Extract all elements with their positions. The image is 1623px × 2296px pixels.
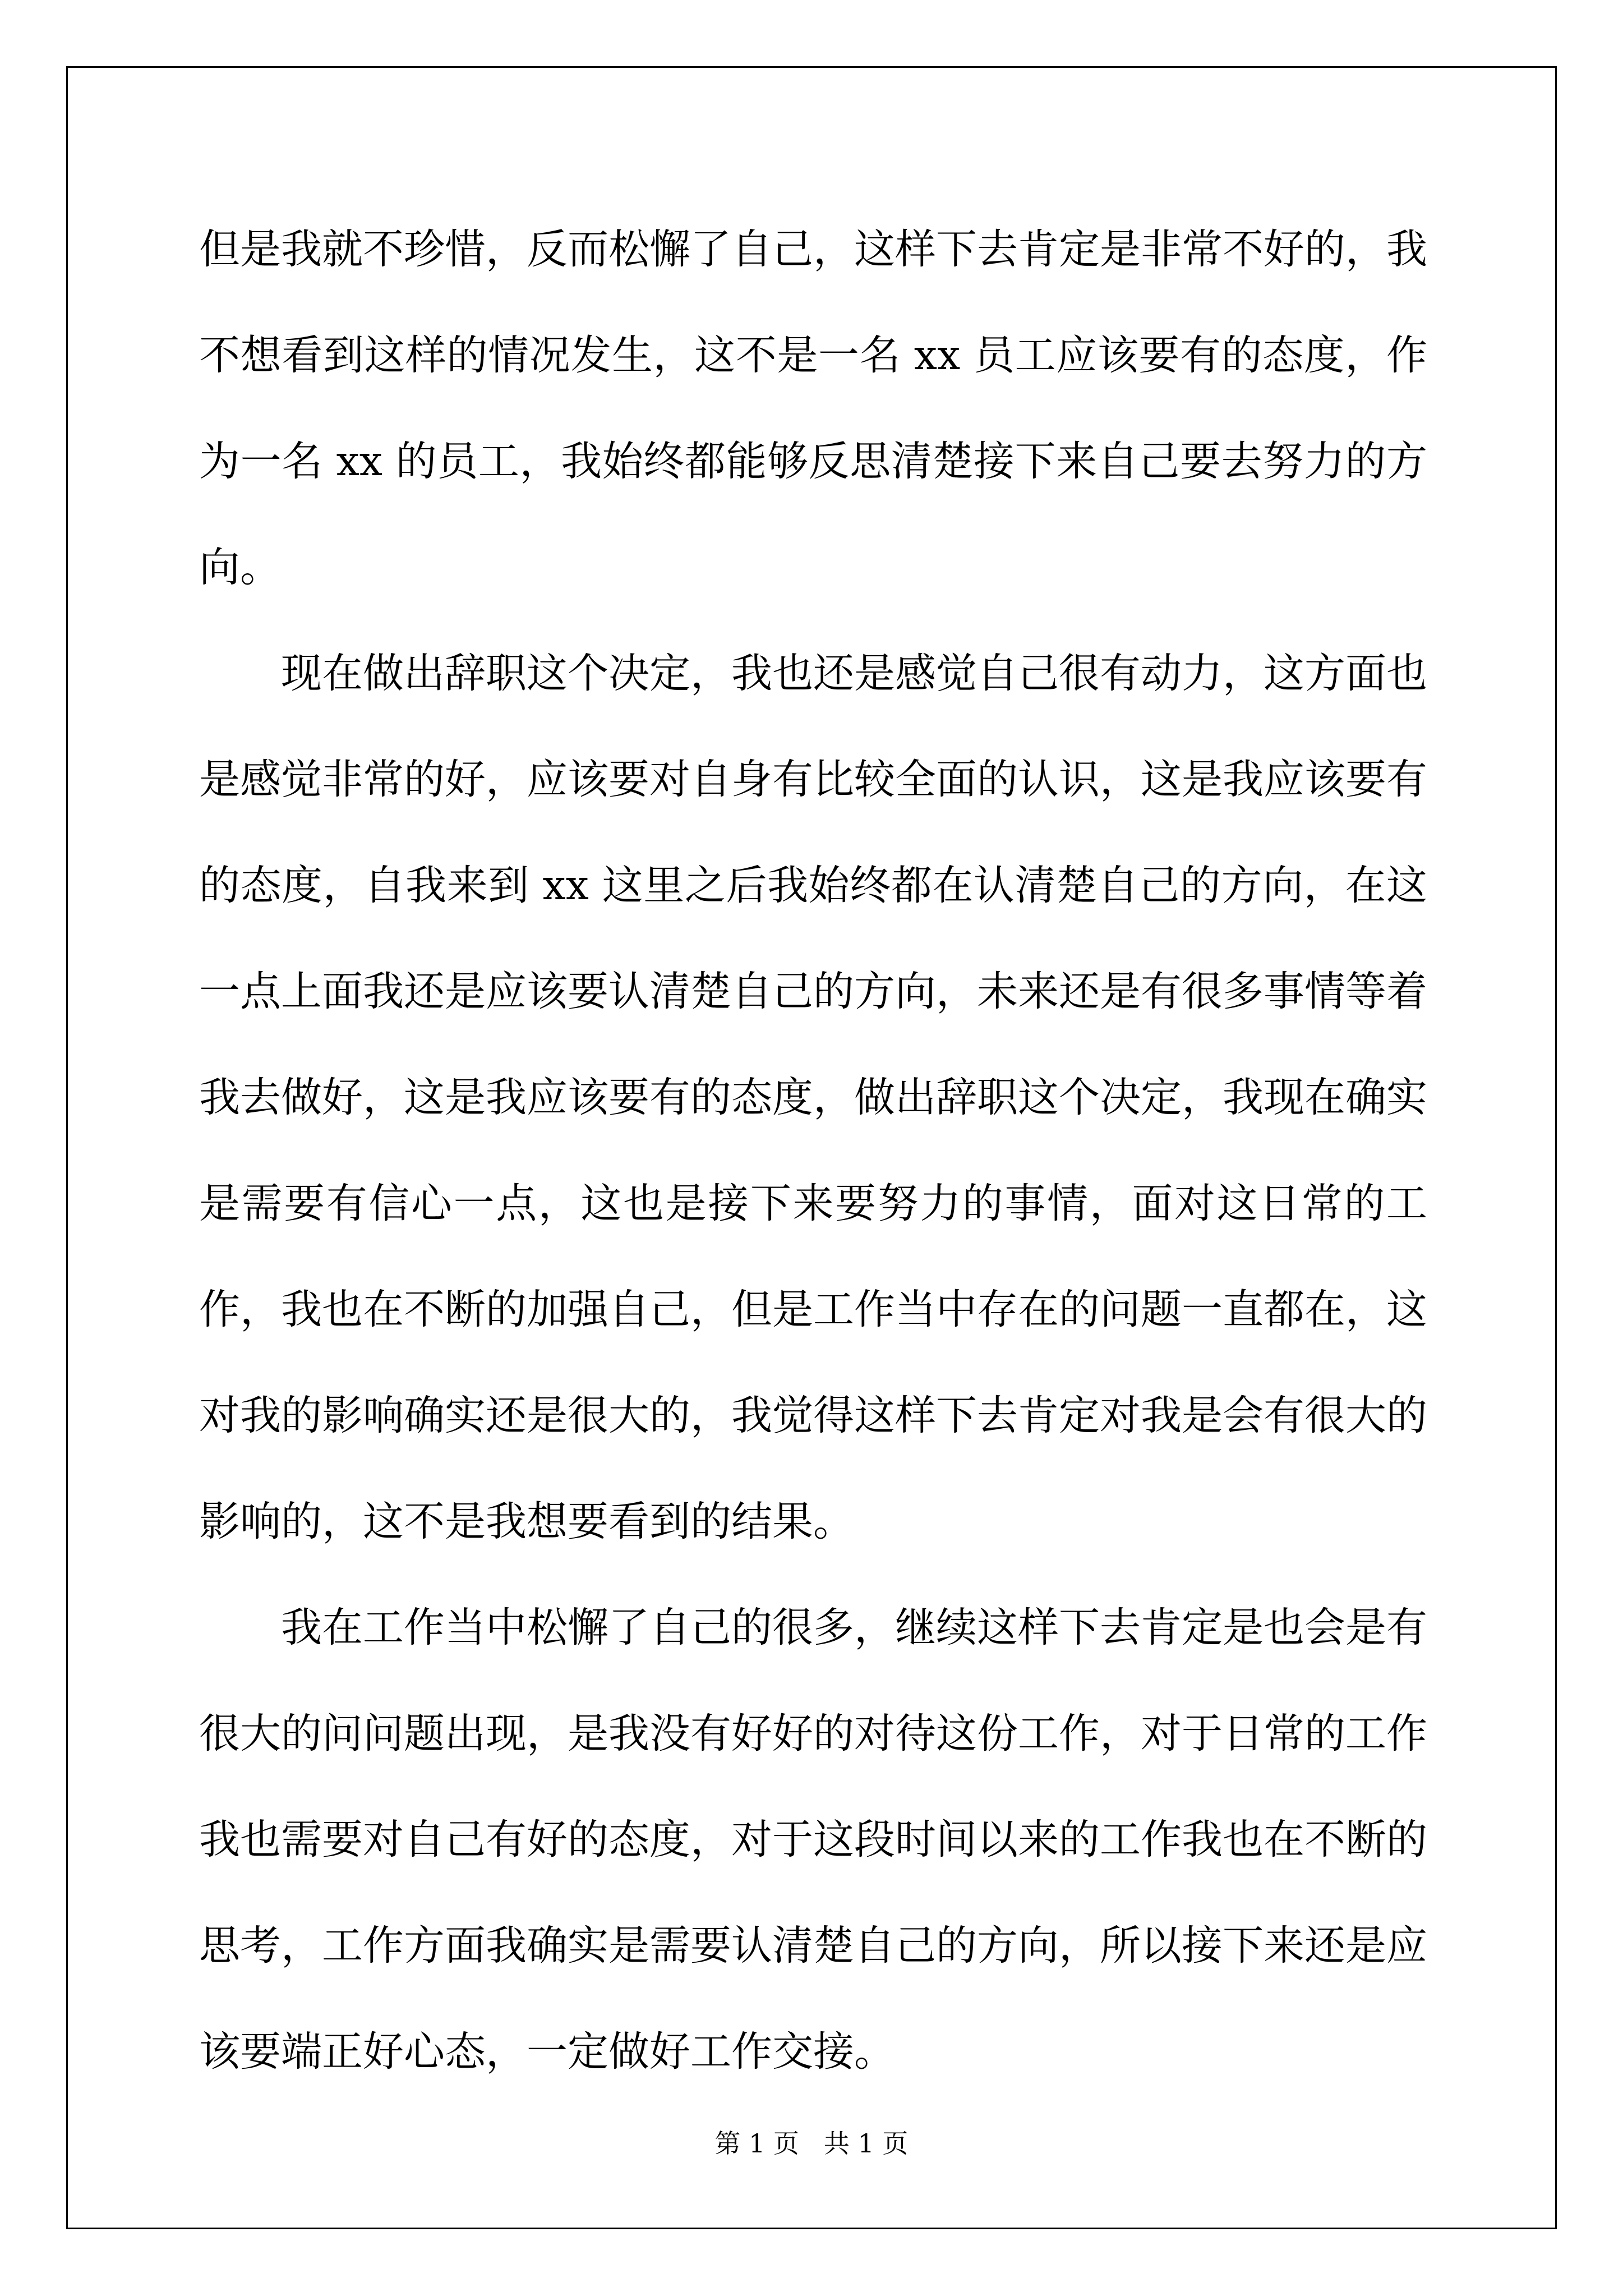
page-footer: 第 1 页 共 1 页 — [714, 2128, 909, 2159]
paragraph-2: 现在做出辞职这个决定，我也还是感觉自己很有动力，这方面也是感觉非常的好，应该要对自身有比较全面的认识，这是我应该要有的态度，自我来到 xx 这里之后我始终都在认清楚自己的方向，在这一点上面我还是应该要认清楚自己的方向，未来还是有很多事情等着我去做好，这是我应该要有的态度，做出辞职这个决定，我现在确实是需要有信心一点，这也是接下来要努力的事情，面对这日常的工作，我也在不断的加强自己，但是工作当中存在的问题一直都在，这对我的影响确实还是很大的，我觉得这样下去肯定对我是会有很大的影响的，这不是我想要看到的结果。 — [199, 650, 1427, 1545]
paragraph-1: 但是我就不珍惜，反而松懈了自己，这样下去肯定是非常不好的，我不想看到这样的情况发生，这不是一名 xx 员工应该要有的态度，作为一名 xx 的员工，我始终都能够反思清楚接下来自己要去努力的方向。 — [199, 226, 1427, 591]
paragraph-3: 我在工作当中松懈了自己的很多，继续这样下去肯定是也会是有很大的问问题出现，是我没有好好的对待这份工作，对于日常的工作我也需要对自己有好的态度，对于这段时间以来的工作我也在不断的思考，工作方面我确实是需要认清楚自己的方向，所以接下来还是应该要端正好心态，一定做好工作交接。 — [199, 1604, 1427, 2076]
document-body — [199, 196, 1427, 2105]
